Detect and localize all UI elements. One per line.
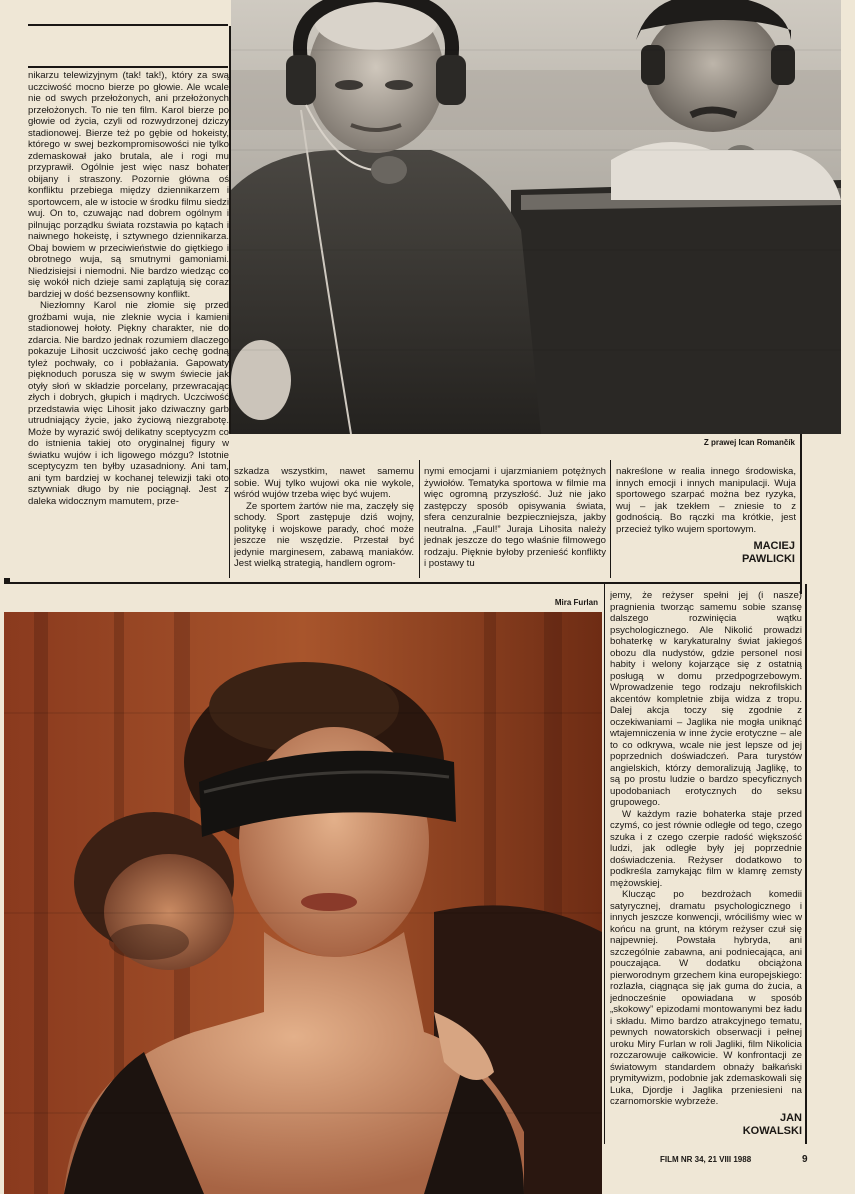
bottom-photo <box>4 612 602 1194</box>
article1-column2 <box>234 466 414 578</box>
article1-col3-para1: nymi emocjami i ujarzmianiem potężnych żywiołów. Tematyka sportowa w filmie ma więc ogromną przyszłość. Już nie jako zastępczy sposób opisywania świata, sfera cenzuralnie bezpieczniejsza, jakby neutralna. „Faul!” Juraja Lihosita należy jednak jeszcze do tego właśnie filmowego rodzaju. Pięknie byłoby przenieść konflikty i postawy tu <box>424 466 606 569</box>
article1-column3 <box>424 466 606 578</box>
article2-author-first: JAN <box>779 1112 802 1124</box>
article1-author-last: PAWLICKI <box>742 553 795 565</box>
article2-author-last: KOWALSKI <box>742 1125 802 1137</box>
article1-col2-para1: szkadza wszystkim, nawet samemu sobie. Wuj tylko wujowi oka nie wykole, wśród wujów trzeba więc być wujem. <box>234 466 414 500</box>
bottom-photo-image <box>4 612 602 1194</box>
article2-para3: Klucząc po bezdrożach komedii satyrycznej, dramatu psychologicznego i innych jeszcze konwencji, wróciliśmy wiec w końcu na grunt, na którym reżyser czuł się najpewniej. Powstała hybryda, ani szczególnie zabawna, ani podniecająca, ani pouczająca. W dodatku obciążona pierworodnym grzechem kina europejskiego: rozlazła, ciągnąca się jak guma do żucia, a jednocześnie opowiadana w sposób „skokowy” epizodami montowanymi bez ładu i składu. Mimo bardzo atrakcyjnego tematu, pewnych nowatorskich obserwacji i pełnej uroku Miry Furlan w roli Jagliki, film Nikolicia rozczarowuje całkowicie. W konfrontacji ze światowym standardem obnaży bałkański prymitywizm, podobnie jak zdemaskowali się Luka, Djordje i Jaglika przeniesieni na czarnomorskie wybrzeże. <box>610 889 802 1107</box>
column-divider <box>800 434 802 594</box>
article1-column1 <box>28 70 229 578</box>
article1-author-first: MACIEJ <box>753 540 795 552</box>
page-number: 9 <box>802 1154 808 1165</box>
column-divider <box>610 460 611 578</box>
top-photo <box>231 0 841 434</box>
top-photo-caption: Z prawej Ican Romančík <box>703 438 795 447</box>
column-divider <box>604 584 605 1144</box>
section-rule-short <box>4 578 10 584</box>
article1-col4-para1: nakreślone w realia innego środowiska, innych emocji i innych manipulacji. Wuja sportowego szarpać można bez ryzyka, wuj – jak tzekłem – zniesie to z godnością. Bo rączki ma krótkie, jest przecież tylko wujem sportowym. <box>616 466 796 535</box>
article2-column <box>610 590 802 1110</box>
article1-col1-para1: nikarzu telewizyjnym (tak! tak!), który za swą uczciwość mocno bierze po głowie. Ale wcale nie od swych przełożonych, ani przełożonych przełożonych. To nie ten film. Karol bierze po głowie od życia, czyli od rozwydrzonej dziczy stadionowej. Bierze też po gębie od hokeisty, którego w swej bezkompromisowości nie tylko zdemaskował jako brutala, ale i rogi mu przyprawił. Ogólnie jest więc nasz bohater obijany i straszony. Pozornie główna oś konfliktu przebiega między dziennikarzem i sportowcem, ale w istocie w środku filmu siedzi wuj. On to, czuwając nad dobrem ogólnym i pilnując porządku świata rozstawia po kątach i naiwnego hokeistę, i sztywnego dziennikarza. Obaj bowiem w przeciwieństwie do giętkiego i obrotnego wuja, są smutnymi gamoniami. Niedzisiejsi i niemodni. Nie bardzo wiedząc co się wokół nich dzieje sami zaplątują się coraz bardziej w dość bezsensowny konflikt. <box>28 70 229 300</box>
top-rule <box>28 24 228 26</box>
article1-col1-para2: Niezłomny Karol nie złomie się przed groźbami wuja, nie zleknie wycia i kamieni stadionowej hołoty. Piękny charakter, nie do zdarcia. Nie bardzo jednak rozumiem dlaczego pokazuje Lihosit uczciwość jako cechę godną tyleż pochwały, co i pobłażania. Gapowaty pięknoduch porusza się w swym świecie jak otyły słoń w składzie porcelany, przewracając złych i dobrych, głupich i mądrych. Uczciwość przedstawia więc Lihosit jako dziwaczny garb utrudniający życie, jako życiową niezgrabotę. Może by wyrazić swój delikatny sceptycyzm co do istnienia takiej oto oryginalnej figury w światku wujów i ich ligowego mózgu? Istotnie sceptycyzm ten byłby uzasadniony. Ani tam, ani tym bardziej w kochanej telewizji taki oto sztywniak długo by nie pociągnął. Jest z daleka widocznym mamutem, prze- <box>28 300 229 507</box>
article1-col2-para2: Ze sportem żartów nie ma, zaczęły się schody. Sport zastępuje dziś wojny, politykę i wojskowe parady, choć może jeszcze nie wszędzie. Przestał być jedynie marginesem, zabawą maniaków. Jest wielką strategią, handlem ogrom- <box>234 500 414 569</box>
column-divider <box>229 460 230 578</box>
bottom-photo-caption: Mira Furlan <box>554 598 598 607</box>
article2-para1: jemy, że reżyser spełni jej (i nasze) pragnienia tworząc samemu sobie szansę dalszego rozwinięcia wątku psychologicznego. Ale Nikolić prowadzi bohaterkę w karykaturalny świat jakiegoś obozu dla nudystów, gdzie personel nosi habity i welony kojarzące się z ostatnią posługą w domu przedpogrzebowym. Wprowadzenie tego rodzaju nekrofilskich akcentów kompletnie zbija widza z tropu. Dalej akcja toczy się zgodnie z oczekiwaniami – Jaglika nie mogła uniknąć wtajemniczenia w inne życie erotyczne – ale to co odkrywa, wcale nie jest lepsze od jej poprzednich doświadczeń. Para turystów angielskich, którzy demoralizują Jaglikę, to są po prostu ludzie o bardzo specyficznych upodobaniach erotycznych do seksu grupowego. <box>610 590 802 808</box>
article2-para2: W każdym razie bohaterka staje przed czymś, co jest równie odległe od tego, czego szuka i z czego czerpie radość większość ludzi, jak odległe były jej poprzednie doświadczenia. Reżyser dodatkowo to podkreśla zamykając film w klamrę zemsty mężowskiej. <box>610 808 802 889</box>
section-rule <box>4 582 802 584</box>
column-top-rule <box>28 66 228 68</box>
issue-footer: FILM NR 34, 21 VIII 1988 <box>660 1155 752 1164</box>
top-photo-image <box>231 0 841 434</box>
article1-author <box>680 540 795 566</box>
article1-column4 <box>616 466 796 538</box>
article2-author <box>690 1112 802 1138</box>
column-divider <box>805 584 807 1144</box>
column-divider <box>419 460 420 578</box>
